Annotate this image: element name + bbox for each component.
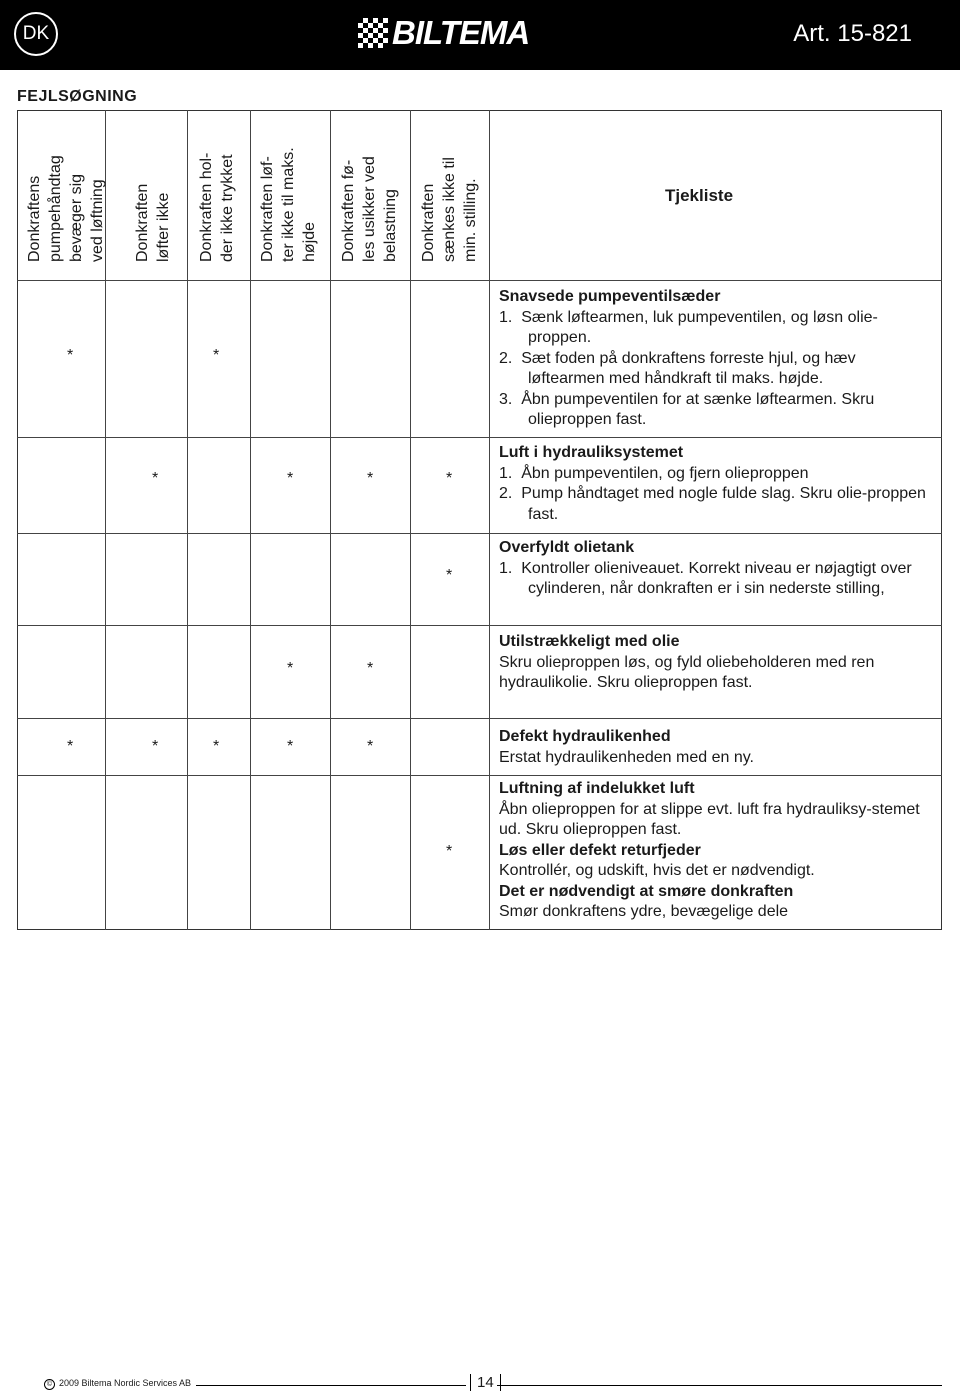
footer-rule: [196, 1385, 466, 1386]
mark-star: *: [287, 738, 294, 755]
mark-star: *: [67, 347, 74, 364]
checklist-cell: Luft i hydrauliksystemet 1. Åbn pumpeventilen, og fjern olieproppen 2. Pump håndtaget med nogle fulde slag. Skru olie-proppen fast.: [499, 444, 926, 523]
mark-star: *: [446, 567, 453, 584]
article-number: Art. 15-821: [793, 20, 912, 47]
mark-star: *: [367, 660, 374, 677]
checkered-flag-icon: [358, 18, 388, 48]
row-divider: [17, 280, 942, 281]
checklist-cell: Utilstrækkeligt med olie Skru olieproppen løs, og fyld oliebeholderen med ren hydraulikolie. Skru olieproppen fast.: [499, 633, 875, 691]
row-divider: [17, 775, 942, 776]
column-header: Donkraften hol- der ikke trykket: [198, 152, 236, 262]
column-header: Donkraftens pumpehåndtag bevæger sig ved løftning: [26, 155, 106, 262]
column-header: Donkraften sænkes ikke til min. stilling.: [420, 157, 479, 262]
brand-name: BILTEMA: [392, 14, 530, 51]
footer-rule: [497, 1385, 942, 1386]
row-divider: [17, 437, 942, 438]
column-header: Donkraften fø- les usikker ved belastning: [340, 156, 399, 262]
checklist-cell: Luftning af indelukket luft Åbn olieproppen for at slippe evt. luft fra hydrauliksy-stemet ud. Skru olieproppen fast. Løs eller defekt returfjeder Kontrollér, og udskift, hvis det er nødvendigt. Det er nødvendigt at smøre donkraften Smør donkraftens ydre, bevægelige dele: [499, 780, 920, 920]
mark-star: *: [287, 470, 294, 487]
mark-star: *: [152, 470, 159, 487]
mark-star: *: [287, 660, 294, 677]
mark-star: *: [446, 843, 453, 860]
header-bar: [0, 0, 960, 70]
column-divider: [489, 110, 490, 930]
column-divider: [187, 110, 188, 930]
column-divider: [410, 110, 411, 930]
checklist-header: Tjekliste: [665, 186, 734, 205]
biltema-logo: [358, 16, 529, 50]
row-divider: [17, 718, 942, 719]
mark-star: *: [213, 347, 220, 364]
mark-star: *: [367, 470, 374, 487]
checklist-cell: Overfyldt olietank 1. Kontroller olieniveauet. Korrekt niveau er nøjagtigt over cylinderen, når donkraften er i sin nederste stilling,: [499, 539, 912, 597]
row-divider: [17, 533, 942, 534]
page-number: 14: [470, 1374, 501, 1391]
section-title: FEJLSØGNING: [17, 88, 138, 105]
column-header: Donkraften løfter ikke: [134, 183, 172, 262]
mark-star: *: [446, 470, 453, 487]
checklist-cell: Snavsede pumpeventilsæder 1. Sænk løftearmen, luk pumpeventilen, og løsn olie-proppen. 2. Sæt foden på donkraftens forreste hjul, og hæv løftearmen med håndkraft til maks. højde. 3. Åbn pumpeventilen for at sænke løftearmen. Skru olieproppen fast.: [499, 288, 878, 428]
column-divider: [330, 110, 331, 930]
column-header: Donkraften løf- ter ikke til maks. højde: [259, 147, 318, 262]
mark-star: *: [367, 738, 374, 755]
copyright-icon: ©: [44, 1379, 55, 1390]
mark-star: *: [67, 738, 74, 755]
column-divider: [250, 110, 251, 930]
row-divider: [17, 625, 942, 626]
footer-copyright: © 2009 Biltema Nordic Services AB: [44, 1378, 191, 1390]
mark-star: *: [213, 738, 220, 755]
checklist-cell: Defekt hydraulikenhed Erstat hydraulikenheden med en ny.: [499, 728, 754, 766]
mark-star: *: [152, 738, 159, 755]
language-badge: DK: [14, 12, 58, 56]
